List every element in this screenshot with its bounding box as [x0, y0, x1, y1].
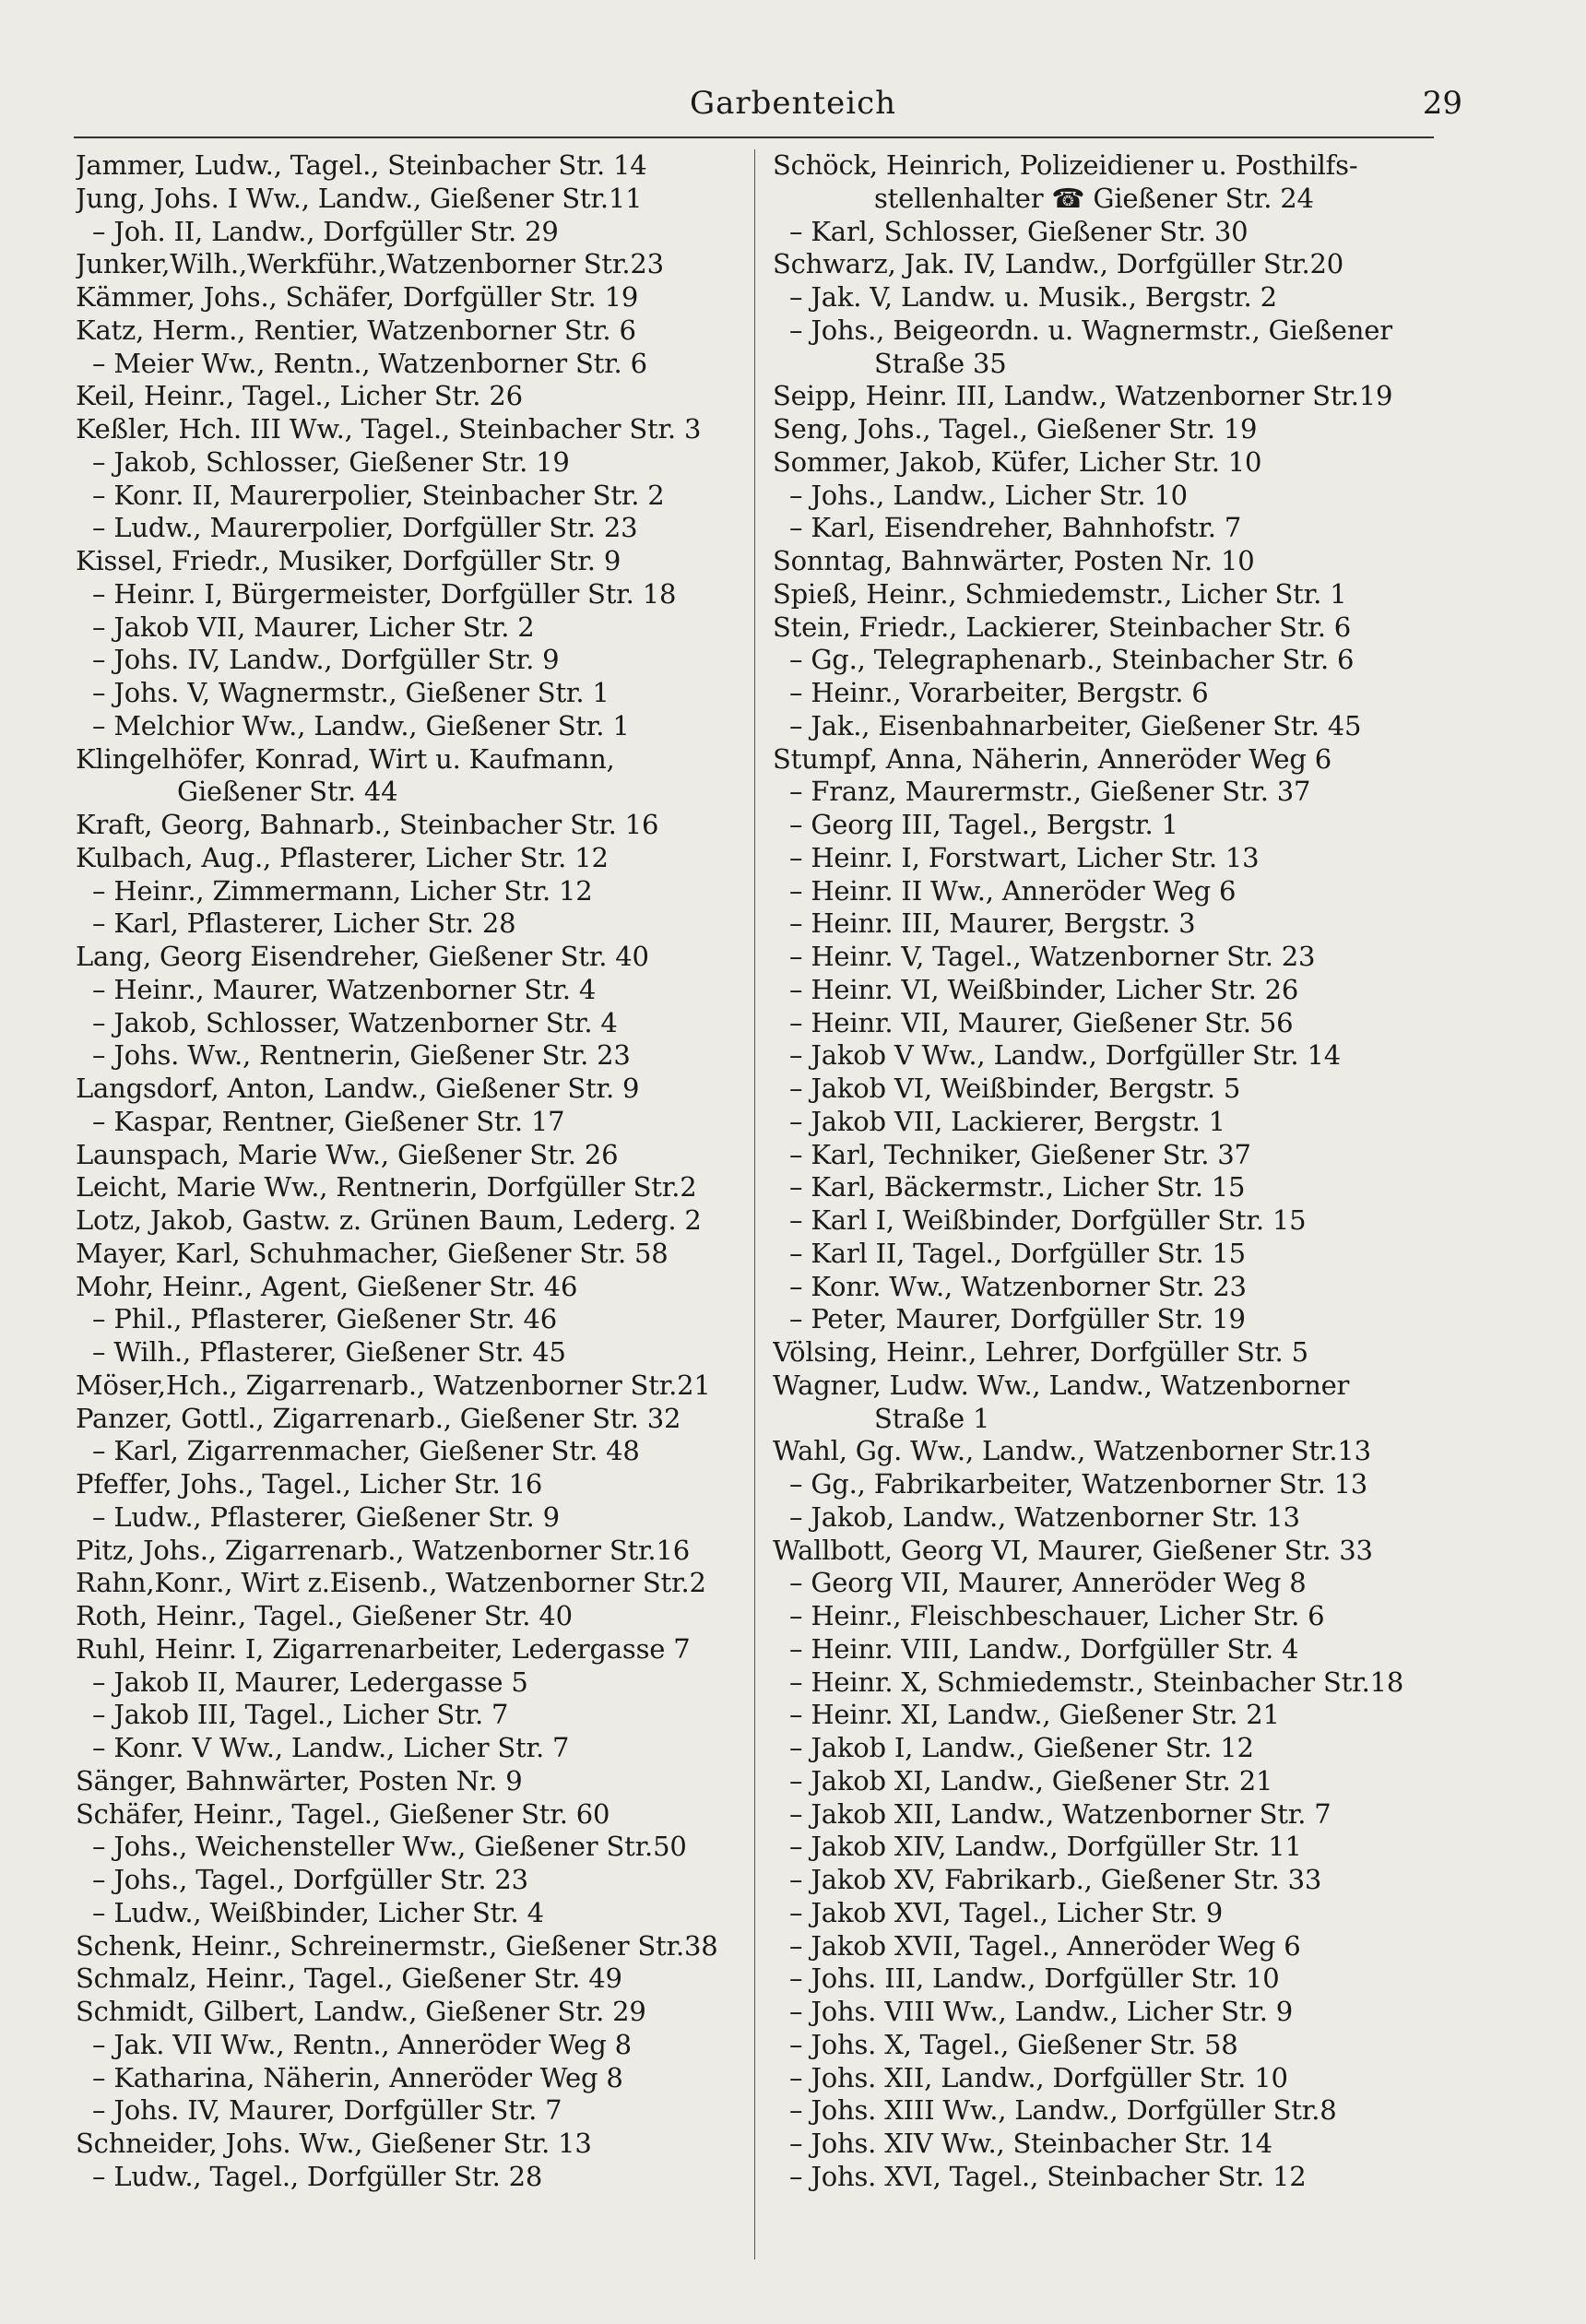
directory-entry: Pitz, Johs., Zigarrenarb., Watzenborner Str.16	[76, 1534, 690, 1566]
directory-entry: – Franz, Maurermstr., Gießener Str. 37	[789, 776, 1311, 808]
directory-entry: – Phil., Pflasterer, Gießener Str. 46	[92, 1303, 557, 1335]
directory-entry: – Jakob II, Maurer, Ledergasse 5	[92, 1666, 528, 1698]
page-number: 29	[1422, 85, 1462, 122]
directory-entry: Schwarz, Jak. IV, Landw., Dorfgüller Str.20	[773, 248, 1344, 280]
directory-entry: Kissel, Friedr., Musiker, Dorfgüller Str. 9	[76, 545, 621, 576]
directory-entry: – Karl, Pflasterer, Licher Str. 28	[92, 907, 516, 940]
directory-entry: Wagner, Ludw. Ww., Landw., Watzenborner	[773, 1369, 1350, 1401]
directory-entry: Jung, Johs. I Ww., Landw., Gießener Str.11	[76, 182, 643, 214]
directory-entry: – Melchior Ww., Landw., Gießener Str. 1	[92, 709, 630, 741]
directory-entry: – Jakob XVI, Tagel., Licher Str. 9	[789, 1896, 1223, 1928]
directory-entry: Jammer, Ludw., Tagel., Steinbacher Str. 14	[76, 149, 647, 181]
directory-entry: – Heinr. X, Schmiedemstr., Steinbacher Str.18	[789, 1666, 1404, 1698]
directory-entry: Mohr, Heinr., Agent, Gießener Str. 46	[76, 1270, 578, 1302]
directory-entry: Lang, Georg Eisendreher, Gießener Str. 40	[76, 941, 649, 972]
directory-entry: – Gg., Telegraphenarb., Steinbacher Str. 6	[789, 644, 1355, 676]
directory-entry: – Johs., Landw., Licher Str. 10	[789, 479, 1188, 511]
directory-entry: – Heinr., Vorarbeiter, Bergstr. 6	[789, 677, 1209, 708]
directory-entry: Lotz, Jakob, Gastw. z. Grünen Baum, Lederg. 2	[76, 1204, 702, 1236]
directory-entry: – Jak. V, Landw. u. Musik., Bergstr. 2	[789, 281, 1277, 313]
directory-entry: Stumpf, Anna, Näherin, Anneröder Weg 6	[773, 742, 1332, 775]
directory-entry: Kraft, Georg, Bahnarb., Steinbacher Str. 16	[76, 809, 659, 840]
directory-entry: Spieß, Heinr., Schmiedemstr., Licher Str. 1	[773, 577, 1347, 610]
directory-entry: – Johs., Tagel., Dorfgüller Str. 23	[92, 1864, 528, 1895]
directory-entry: Sommer, Jakob, Küfer, Licher Str. 10	[773, 445, 1262, 478]
directory-entry: – Jakob, Schlosser, Gießener Str. 19	[92, 445, 570, 478]
directory-entry: Rahn,Konr., Wirt z.Eisenb., Watzenborner Str.2	[76, 1567, 706, 1599]
directory-entry: – Jakob, Schlosser, Watzenborner Str. 4	[92, 1006, 618, 1038]
directory-entry: Leicht, Marie Ww., Rentnerin, Dorfgüller Str.2	[76, 1171, 697, 1204]
page-title: Garbenteich	[689, 85, 897, 122]
directory-entry: – Heinr. I, Forstwart, Licher Str. 13	[789, 841, 1260, 873]
directory-entry: – Johs. XII, Landw., Dorfgüller Str. 10	[789, 2061, 1288, 2093]
directory-entry: Launspach, Marie Ww., Gießener Str. 26	[76, 1138, 619, 1170]
directory-entry: – Johs. X, Tagel., Gießener Str. 58	[789, 2028, 1238, 2060]
directory-entry: – Karl, Techniker, Gießener Str. 37	[789, 1138, 1251, 1170]
directory-entry: Keil, Heinr., Tagel., Licher Str. 26	[76, 380, 523, 412]
directory-entry: Schöck, Heinrich, Polizeidiener u. Posthilfs-	[773, 149, 1358, 181]
directory-entry: – Kaspar, Rentner, Gießener Str. 17	[92, 1105, 565, 1137]
directory-entry: Völsing, Heinr., Lehrer, Dorfgüller Str. 5	[773, 1336, 1308, 1368]
directory-entry: – Heinr. VII, Maurer, Gießener Str. 56	[789, 1006, 1294, 1038]
directory-entry: Junker,Wilh.,Werkführ.,Watzenborner Str.23	[76, 248, 664, 280]
directory-entry: Wahl, Gg. Ww., Landw., Watzenborner Str.13	[773, 1435, 1371, 1467]
directory-entry: Katz, Herm., Rentier, Watzenborner Str. 6	[76, 314, 636, 346]
directory-entry: Panzer, Gottl., Zigarrenarb., Gießener Str. 32	[76, 1402, 681, 1434]
column-divider	[754, 149, 755, 2259]
directory-entry: Schenk, Heinr., Schreinermstr., Gießener Str.38	[76, 1929, 718, 1962]
directory-entry: – Jak., Eisenbahnarbeiter, Gießener Str. 45	[789, 709, 1362, 741]
directory-entry: – Jakob VII, Maurer, Licher Str. 2	[92, 611, 535, 643]
directory-entry: – Georg VII, Maurer, Anneröder Weg 8	[789, 1567, 1307, 1599]
directory-entry: – Wilh., Pflasterer, Gießener Str. 45	[92, 1336, 566, 1368]
directory-entry: – Heinr. XI, Landw., Gießener Str. 21	[789, 1699, 1280, 1731]
directory-entry: Sonntag, Bahnwärter, Posten Nr. 10	[773, 545, 1255, 576]
directory-entry: – Johs., Beigeordn. u. Wagnermstr., Gießener	[789, 314, 1392, 346]
page-header	[74, 85, 1512, 140]
directory-entry: Stein, Friedr., Lackierer, Steinbacher Str. 6	[773, 611, 1352, 643]
directory-entry: – Heinr. I, Bürgermeister, Dorfgüller Str. 18	[92, 577, 677, 610]
directory-entry: – Jakob I, Landw., Gießener Str. 12	[789, 1732, 1254, 1763]
directory-entry: – Meier Ww., Rentn., Watzenborner Str. 6	[92, 347, 647, 379]
directory-entry: – Heinr., Maurer, Watzenborner Str. 4	[92, 973, 597, 1005]
directory-entry: – Heinr. III, Maurer, Bergstr. 3	[789, 907, 1196, 940]
directory-entry: – Johs. IV, Landw., Dorfgüller Str. 9	[92, 644, 560, 676]
directory-entry: Kämmer, Johs., Schäfer, Dorfgüller Str. 19	[76, 281, 639, 313]
directory-entry: Schmidt, Gilbert, Landw., Gießener Str. 29	[76, 1996, 646, 2027]
directory-entry: Seipp, Heinr. III, Landw., Watzenborner Str.19	[773, 380, 1393, 412]
directory-entry: – Karl II, Tagel., Dorfgüller Str. 15	[789, 1237, 1246, 1269]
directory-entry: – Johs. Ww., Rentnerin, Gießener Str. 23	[92, 1039, 631, 1072]
directory-entry: – Konr. Ww., Watzenborner Str. 23	[789, 1270, 1247, 1302]
directory-entry: – Jakob III, Tagel., Licher Str. 7	[92, 1699, 509, 1731]
directory-entry: – Ludw., Maurerpolier, Dorfgüller Str. 23	[92, 512, 638, 544]
directory-entry: – Johs. XIV Ww., Steinbacher Str. 14	[789, 2128, 1272, 2159]
directory-entry: – Ludw., Weißbinder, Licher Str. 4	[92, 1896, 544, 1928]
directory-entry: Gießener Str. 44	[177, 776, 398, 808]
directory-entry: Sänger, Bahnwärter, Posten Nr. 9	[76, 1764, 523, 1796]
directory-entry: – Johs. V, Wagnermstr., Gießener Str. 1	[92, 677, 610, 708]
directory-entry: – Gg., Fabrikarbeiter, Watzenborner Str. 13	[789, 1468, 1367, 1500]
directory-entry: – Jakob XVII, Tagel., Anneröder Weg 6	[789, 1929, 1301, 1962]
directory-entry: Wallbott, Georg VI, Maurer, Gießener Str. 33	[773, 1534, 1373, 1566]
directory-entry: – Jakob, Landw., Watzenborner Str. 13	[789, 1500, 1300, 1533]
directory-entry: – Karl, Bäckermstr., Licher Str. 15	[789, 1171, 1246, 1204]
header-rule	[74, 136, 1434, 138]
directory-entry: – Heinr., Fleischbeschauer, Licher Str. 6	[789, 1600, 1325, 1631]
directory-entry: – Jakob VII, Lackierer, Bergstr. 1	[789, 1105, 1225, 1137]
directory-entry: Klingelhöfer, Konrad, Wirt u. Kaufmann,	[76, 742, 615, 775]
directory-entry: – Konr. II, Maurerpolier, Steinbacher Str. 2	[92, 479, 665, 511]
directory-entry: – Heinr. II Ww., Anneröder Weg 6	[789, 874, 1237, 907]
directory-entry: – Johs. XIII Ww., Landw., Dorfgüller Str.8	[789, 2094, 1337, 2127]
directory-entry: Schäfer, Heinr., Tagel., Gießener Str. 60	[76, 1797, 610, 1830]
left-column	[76, 149, 744, 2194]
directory-entry: – Karl, Schlosser, Gießener Str. 30	[789, 215, 1249, 247]
directory-entry: – Karl I, Weißbinder, Dorfgüller Str. 15	[789, 1204, 1307, 1236]
directory-entry: – Johs., Weichensteller Ww., Gießener Str.50	[92, 1831, 687, 1863]
directory-entry: Möser,Hch., Zigarrenarb., Watzenborner Str.21	[76, 1369, 711, 1401]
directory-entry: Straße 1	[874, 1402, 990, 1434]
directory-entry: – Johs. III, Landw., Dorfgüller Str. 10	[789, 1962, 1280, 1995]
directory-entry: – Heinr. VIII, Landw., Dorfgüller Str. 4	[789, 1632, 1299, 1665]
directory-entry: Schneider, Johs. Ww., Gießener Str. 13	[76, 2128, 592, 2159]
directory-entry: Pfeffer, Johs., Tagel., Licher Str. 16	[76, 1468, 543, 1500]
directory-entry: – Heinr. V, Tagel., Watzenborner Str. 23	[789, 941, 1316, 972]
directory-entry: – Jakob XI, Landw., Gießener Str. 21	[789, 1764, 1273, 1796]
directory-entry: Straße 35	[874, 347, 1007, 379]
directory-entry: – Jakob XII, Landw., Watzenborner Str. 7	[789, 1797, 1332, 1830]
directory-entry: Seng, Johs., Tagel., Gießener Str. 19	[773, 413, 1258, 445]
directory-entry: – Johs. IV, Maurer, Dorfgüller Str. 7	[92, 2094, 562, 2127]
directory-entry: – Peter, Maurer, Dorfgüller Str. 19	[789, 1303, 1246, 1335]
directory-entry: Roth, Heinr., Tagel., Gießener Str. 40	[76, 1600, 573, 1631]
directory-entry: Keßler, Hch. III Ww., Tagel., Steinbacher Str. 3	[76, 413, 702, 445]
directory-entry: – Karl, Eisendreher, Bahnhofstr. 7	[789, 512, 1242, 544]
directory-entry: – Georg III, Tagel., Bergstr. 1	[789, 809, 1178, 840]
directory-entry: – Konr. V Ww., Landw., Licher Str. 7	[92, 1732, 570, 1763]
directory-entry: stellenhalter ☎ Gießener Str. 24	[874, 182, 1314, 214]
directory-entry: – Johs. VIII Ww., Landw., Licher Str. 9	[789, 1996, 1293, 2027]
directory-entry: – Johs. XVI, Tagel., Steinbacher Str. 12	[789, 2160, 1307, 2192]
directory-entry: Langsdorf, Anton, Landw., Gießener Str. 9	[76, 1073, 640, 1104]
directory-entry: Schmalz, Heinr., Tagel., Gießener Str. 49	[76, 1962, 622, 1995]
directory-entry: – Joh. II, Landw., Dorfgüller Str. 29	[92, 215, 559, 247]
right-column	[773, 149, 1441, 2194]
directory-entry: Kulbach, Aug., Pflasterer, Licher Str. 12	[76, 841, 609, 873]
directory-entry: – Heinr. VI, Weißbinder, Licher Str. 26	[789, 973, 1299, 1005]
directory-entry: Ruhl, Heinr. I, Zigarrenarbeiter, Ledergasse 7	[76, 1632, 691, 1665]
directory-entry: Mayer, Karl, Schuhmacher, Gießener Str. 58	[76, 1237, 669, 1269]
directory-entry: – Heinr., Zimmermann, Licher Str. 12	[92, 874, 593, 907]
directory-entry: – Jak. VII Ww., Rentn., Anneröder Weg 8	[92, 2028, 632, 2060]
directory-entry: – Ludw., Tagel., Dorfgüller Str. 28	[92, 2160, 543, 2192]
directory-entry: – Jakob XIV, Landw., Dorfgüller Str. 11	[789, 1831, 1302, 1863]
directory-entry: – Jakob XV, Fabrikarb., Gießener Str. 33	[789, 1864, 1322, 1895]
directory-entry: – Katharina, Näherin, Anneröder Weg 8	[92, 2061, 623, 2093]
directory-entry: – Ludw., Pflasterer, Gießener Str. 9	[92, 1500, 560, 1533]
directory-entry: – Jakob VI, Weißbinder, Bergstr. 5	[789, 1073, 1241, 1104]
directory-entry: – Jakob V Ww., Landw., Dorfgüller Str. 14	[789, 1039, 1341, 1072]
directory-entry: – Karl, Zigarrenmacher, Gießener Str. 48	[92, 1435, 640, 1467]
